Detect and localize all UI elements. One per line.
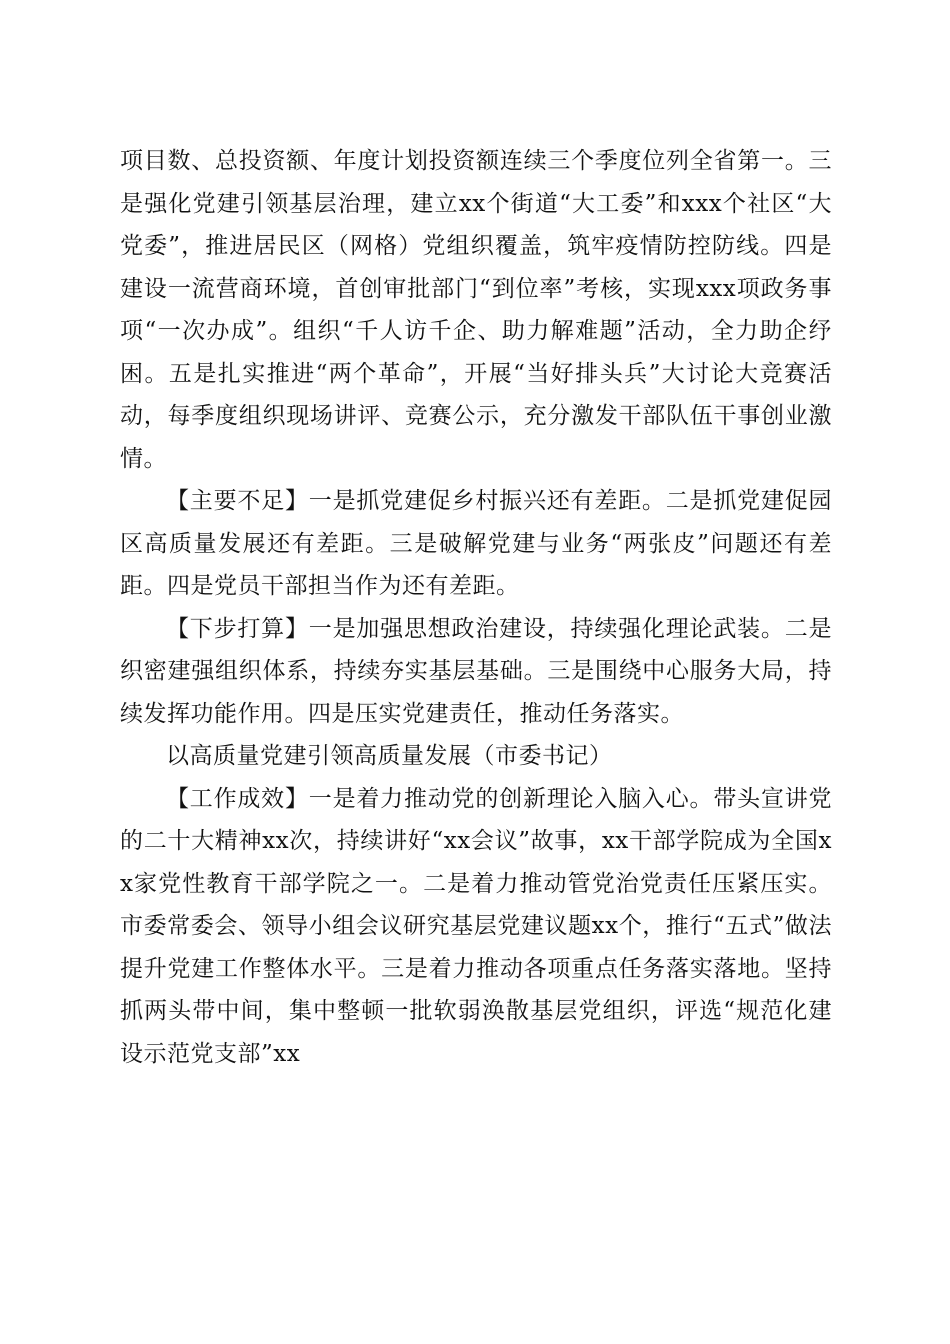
paragraph-main-shortcomings: 【主要不足】一是抓党建促乡村振兴还有差距。二是抓党建促园区高质量发展还有差距。三是破解党建与业务“两张皮”问题还有差距。四是党员干部担当作为还有差距。	[120, 488, 832, 599]
paragraph-work-results: 【工作成效】一是着力推动党的创新理论入脑入心。带头宣讲党的二十大精神xx次，持续讲好“xx会议”故事，xx干部学院成为全国xx家党性教育干部学院之一。二是着力推动管党治党责任压紧压实。市委常委会、领导小组会议研究基层党建议题xx个，推行“五式”做法提升党建工作整体水平。三是着力推动各项重点任务落实落地。坚持抓两头带中间，集中整顿一批软弱涣散基层党组织，评选“规范化建设示范党支部”xx	[120, 785, 832, 1067]
document-body	[120, 140, 832, 1075]
paragraph-next-steps: 【下步打算】一是加强思想政治建设，持续强化理论武装。二是织密建强组织体系，持续夯实基层基础。三是围绕中心服务大局，持续发挥功能作用。四是压实党建责任，推动任务落实。	[120, 615, 832, 727]
paragraph-continued-achievements: 项目数、总投资额、年度计划投资额连续三个季度位列全省第一。三是强化党建引领基层治理，建立xx个街道“大工委”和xxx个社区“大党委”，推进居民区（网格）党组织覆盖，筑牢疫情防控防线。四是建设一流营商环境，首创审批部门“到位率”考核，实现xxx项政务事项“一次办成”。组织“千人访千企、助力解难题”活动，全力助企纾困。五是扎实推进“两个革命”，开展“当好排头兵”大讨论大竞赛活动，每季度组织现场讲评、竞赛公示，充分激发干部队伍干事创业激情。	[120, 148, 832, 472]
section-heading: 以高质量党建引领高质量发展（市委书记）	[166, 743, 613, 769]
